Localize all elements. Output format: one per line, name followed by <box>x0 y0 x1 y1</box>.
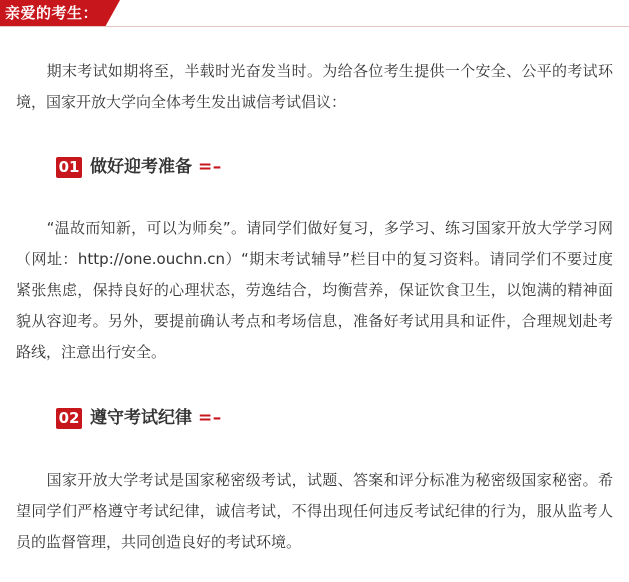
header-label: 亲爱的考生： <box>5 4 99 22</box>
section-number-badge: 01 <box>56 157 82 178</box>
section-body-prepare: “温故而知新，可以为师矣”。请同学们做好复习，多学习、练习国家开放大学学习网（网址：http://one.ouchn.cn）“期末考试辅导”栏目中的复习资料。请同学们不要过度紧张焦虑，保持良好的心理状态，劳逸结合，均衡营养，保证饮食卫生，以饱满的精神面貌从容迎考。另外，要提前确认考点和考场信息，准备好考试用具和证件，合理规划赴考路线，注意出行安全。 <box>16 219 613 361</box>
section-body-discipline: 国家开放大学考试是国家秘密级考试，试题、答案和评分标准为秘密级国家秘密。希望同学们严格遵守考试纪律，诚信考试，不得出现任何违反考试纪律的行为，服从监考人员的监督管理，共同创造良好的考试环境。 <box>16 471 613 551</box>
header-banner <box>0 0 629 28</box>
section-heading-prepare <box>56 155 222 179</box>
intro-paragraph: 期末考试如期将至，半载时光奋发当时。为给各位考生提供一个安全、公平的考试环境，国家开放大学向全体考生发出诚信考试倡议： <box>16 62 613 111</box>
header-divider <box>0 26 629 27</box>
section-number-badge: 02 <box>56 408 82 429</box>
section-deco-mark: =– <box>198 157 222 177</box>
section-deco-mark: =– <box>198 408 222 428</box>
section-title: 遵守考试纪律 <box>90 408 192 428</box>
section-title: 做好迎考准备 <box>90 157 192 177</box>
section-heading-discipline <box>56 406 222 430</box>
